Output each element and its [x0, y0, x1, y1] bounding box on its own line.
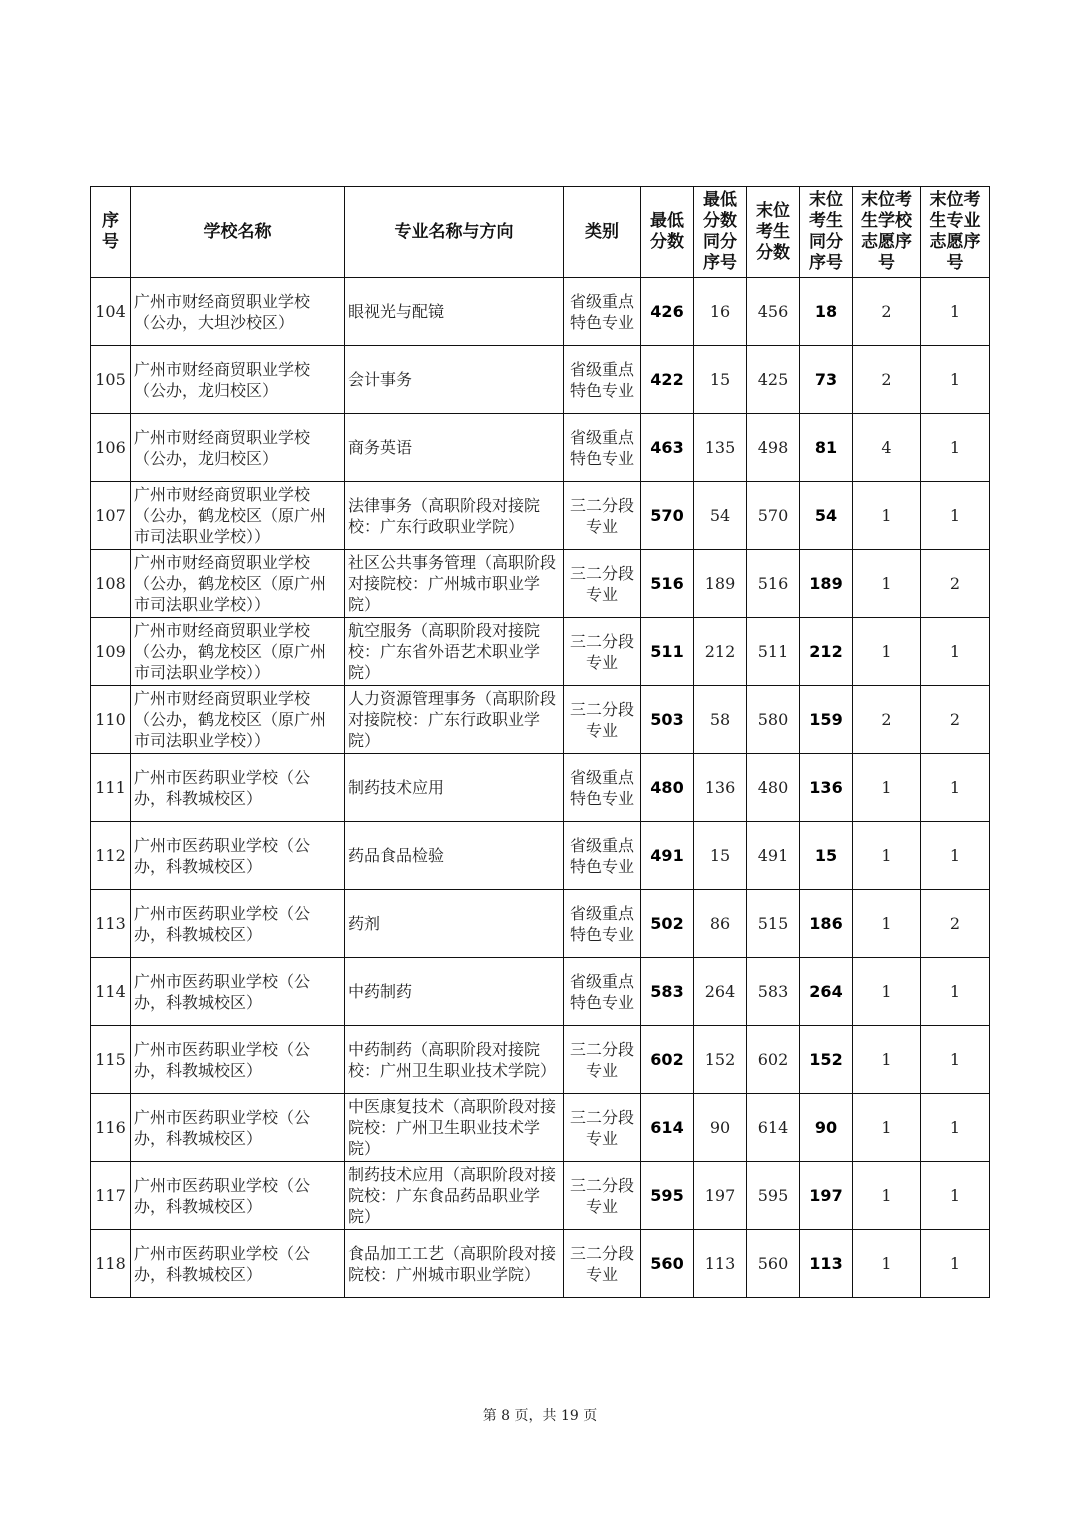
cell-seq: 111	[91, 754, 131, 822]
cell-min-rank: 15	[694, 346, 747, 414]
cell-last-rank: 197	[800, 1162, 853, 1230]
cell-min-score: 463	[641, 414, 694, 482]
cell-school: 广州市财经商贸职业学校（公办，鹤龙校区（原广州市司法职业学校））	[131, 550, 345, 618]
cell-min-score: 511	[641, 618, 694, 686]
cell-min-score: 595	[641, 1162, 694, 1230]
cell-school: 广州市医药职业学校（公办，科教城校区）	[131, 1094, 345, 1162]
table-row	[91, 278, 990, 346]
page-footer	[0, 1405, 1080, 1425]
cell-last-rank: 90	[800, 1094, 853, 1162]
cell-last-rank: 73	[800, 346, 853, 414]
cell-min-rank: 90	[694, 1094, 747, 1162]
table-row	[91, 482, 990, 550]
header-last-school-pref: 末位考生学校志愿序号	[853, 187, 921, 278]
cell-min-rank: 264	[694, 958, 747, 1026]
cell-last-score: 595	[747, 1162, 800, 1230]
cell-major: 中药制药	[345, 958, 564, 1026]
cell-min-score: 480	[641, 754, 694, 822]
cell-seq: 105	[91, 346, 131, 414]
cell-seq: 116	[91, 1094, 131, 1162]
cell-last-rank: 136	[800, 754, 853, 822]
cell-major: 药剂	[345, 890, 564, 958]
cell-major-pref: 1	[921, 822, 990, 890]
cell-major-pref: 2	[921, 686, 990, 754]
cell-seq: 115	[91, 1026, 131, 1094]
table-row	[91, 618, 990, 686]
cell-major: 法律事务（高职阶段对接院校：广东行政职业学院）	[345, 482, 564, 550]
header-school: 学校名称	[131, 187, 345, 278]
cell-min-rank: 197	[694, 1162, 747, 1230]
cell-seq: 109	[91, 618, 131, 686]
cell-min-rank: 86	[694, 890, 747, 958]
cell-min-score: 422	[641, 346, 694, 414]
cell-major: 制药技术应用	[345, 754, 564, 822]
table-row	[91, 550, 990, 618]
cell-min-rank: 189	[694, 550, 747, 618]
cell-min-rank: 212	[694, 618, 747, 686]
cell-min-score: 560	[641, 1230, 694, 1298]
cell-last-score: 480	[747, 754, 800, 822]
cell-category: 三二分段专业	[564, 482, 641, 550]
cell-last-score: 583	[747, 958, 800, 1026]
header-seq: 序号	[91, 187, 131, 278]
header-category: 类别	[564, 187, 641, 278]
cell-major-pref: 1	[921, 958, 990, 1026]
table-row	[91, 1162, 990, 1230]
cell-last-rank: 212	[800, 618, 853, 686]
cell-min-rank: 135	[694, 414, 747, 482]
cell-category: 三二分段专业	[564, 550, 641, 618]
table-row	[91, 414, 990, 482]
cell-school-pref: 2	[853, 278, 921, 346]
cell-seq: 104	[91, 278, 131, 346]
cell-last-rank: 15	[800, 822, 853, 890]
cell-major: 航空服务（高职阶段对接院校：广东省外语艺术职业学院）	[345, 618, 564, 686]
cell-last-rank: 81	[800, 414, 853, 482]
cell-category: 省级重点特色专业	[564, 958, 641, 1026]
cell-last-score: 614	[747, 1094, 800, 1162]
cell-category: 三二分段专业	[564, 1230, 641, 1298]
cell-min-rank: 15	[694, 822, 747, 890]
cell-min-rank: 152	[694, 1026, 747, 1094]
cell-category: 三二分段专业	[564, 618, 641, 686]
cell-school: 广州市财经商贸职业学校（公办，鹤龙校区（原广州市司法职业学校））	[131, 482, 345, 550]
cell-min-score: 503	[641, 686, 694, 754]
cell-category: 省级重点特色专业	[564, 822, 641, 890]
cell-school-pref: 1	[853, 1026, 921, 1094]
cell-last-rank: 189	[800, 550, 853, 618]
cell-last-rank: 18	[800, 278, 853, 346]
header-last-rank: 末位考生同分序号	[800, 187, 853, 278]
cell-school: 广州市财经商贸职业学校（公办，大坦沙校区）	[131, 278, 345, 346]
page-number-text: 第 8 页，共 19 页	[482, 1408, 598, 1424]
cell-school-pref: 1	[853, 754, 921, 822]
cell-category: 省级重点特色专业	[564, 414, 641, 482]
cell-last-score: 491	[747, 822, 800, 890]
table-body	[91, 278, 990, 1298]
cell-school-pref: 1	[853, 482, 921, 550]
cell-last-score: 570	[747, 482, 800, 550]
cell-major-pref: 2	[921, 550, 990, 618]
cell-school: 广州市医药职业学校（公办，科教城校区）	[131, 890, 345, 958]
cell-major-pref: 1	[921, 482, 990, 550]
cell-category: 省级重点特色专业	[564, 278, 641, 346]
cell-seq: 112	[91, 822, 131, 890]
cell-school-pref: 1	[853, 1094, 921, 1162]
admission-table	[90, 186, 990, 1298]
cell-category: 三二分段专业	[564, 1094, 641, 1162]
cell-min-rank: 54	[694, 482, 747, 550]
cell-school: 广州市医药职业学校（公办，科教城校区）	[131, 754, 345, 822]
cell-seq: 106	[91, 414, 131, 482]
cell-major-pref: 1	[921, 1162, 990, 1230]
cell-major: 药品食品检验	[345, 822, 564, 890]
cell-school: 广州市医药职业学校（公办，科教城校区）	[131, 1162, 345, 1230]
cell-major-pref: 1	[921, 1026, 990, 1094]
cell-min-score: 583	[641, 958, 694, 1026]
cell-school: 广州市财经商贸职业学校（公办，鹤龙校区（原广州市司法职业学校））	[131, 618, 345, 686]
header-major: 专业名称与方向	[345, 187, 564, 278]
cell-major-pref: 1	[921, 618, 990, 686]
cell-category: 三二分段专业	[564, 686, 641, 754]
cell-last-score: 580	[747, 686, 800, 754]
cell-min-score: 614	[641, 1094, 694, 1162]
cell-min-rank: 16	[694, 278, 747, 346]
cell-category: 三二分段专业	[564, 1162, 641, 1230]
cell-last-score: 456	[747, 278, 800, 346]
cell-category: 省级重点特色专业	[564, 754, 641, 822]
cell-school-pref: 2	[853, 686, 921, 754]
cell-school-pref: 1	[853, 1162, 921, 1230]
table-row	[91, 890, 990, 958]
cell-last-score: 498	[747, 414, 800, 482]
cell-school: 广州市医药职业学校（公办，科教城校区）	[131, 1026, 345, 1094]
cell-school: 广州市医药职业学校（公办，科教城校区）	[131, 1230, 345, 1298]
cell-school: 广州市财经商贸职业学校（公办，鹤龙校区（原广州市司法职业学校））	[131, 686, 345, 754]
cell-last-rank: 159	[800, 686, 853, 754]
table-row	[91, 346, 990, 414]
cell-major: 眼视光与配镜	[345, 278, 564, 346]
cell-last-score: 560	[747, 1230, 800, 1298]
cell-last-rank: 54	[800, 482, 853, 550]
table-row	[91, 1230, 990, 1298]
admission-table-container	[90, 186, 990, 1298]
cell-min-score: 502	[641, 890, 694, 958]
cell-school-pref: 1	[853, 1230, 921, 1298]
cell-seq: 110	[91, 686, 131, 754]
table-row	[91, 1026, 990, 1094]
cell-major: 食品加工工艺（高职阶段对接院校：广州城市职业学院）	[345, 1230, 564, 1298]
cell-school-pref: 1	[853, 890, 921, 958]
cell-major: 中医康复技术（高职阶段对接院校：广州卫生职业技术学院）	[345, 1094, 564, 1162]
cell-category: 三二分段专业	[564, 1026, 641, 1094]
cell-school-pref: 1	[853, 550, 921, 618]
table-row	[91, 958, 990, 1026]
cell-major: 商务英语	[345, 414, 564, 482]
cell-category: 省级重点特色专业	[564, 346, 641, 414]
cell-last-score: 425	[747, 346, 800, 414]
cell-school-pref: 2	[853, 346, 921, 414]
table-row	[91, 686, 990, 754]
cell-major-pref: 1	[921, 346, 990, 414]
cell-min-score: 570	[641, 482, 694, 550]
cell-major-pref: 1	[921, 414, 990, 482]
cell-school: 广州市医药职业学校（公办，科教城校区）	[131, 958, 345, 1026]
header-min-score-rank: 最低分数同分序号	[694, 187, 747, 278]
cell-seq: 113	[91, 890, 131, 958]
cell-major: 社区公共事务管理（高职阶段对接院校：广州城市职业学院）	[345, 550, 564, 618]
cell-last-score: 511	[747, 618, 800, 686]
table-row	[91, 1094, 990, 1162]
header-last-score: 末位考生分数	[747, 187, 800, 278]
cell-major: 制药技术应用（高职阶段对接院校：广东食品药品职业学院）	[345, 1162, 564, 1230]
cell-last-score: 515	[747, 890, 800, 958]
cell-major: 中药制药（高职阶段对接院校：广州卫生职业技术学院）	[345, 1026, 564, 1094]
header-last-major-pref: 末位考生专业志愿序号	[921, 187, 990, 278]
cell-major: 人力资源管理事务（高职阶段对接院校：广东行政职业学院）	[345, 686, 564, 754]
cell-min-rank: 113	[694, 1230, 747, 1298]
cell-min-score: 491	[641, 822, 694, 890]
cell-seq: 117	[91, 1162, 131, 1230]
cell-school-pref: 1	[853, 618, 921, 686]
cell-last-rank: 186	[800, 890, 853, 958]
header-min-score: 最低分数	[641, 187, 694, 278]
cell-last-rank: 264	[800, 958, 853, 1026]
cell-school: 广州市医药职业学校（公办，科教城校区）	[131, 822, 345, 890]
cell-major-pref: 1	[921, 278, 990, 346]
cell-last-score: 516	[747, 550, 800, 618]
cell-major-pref: 1	[921, 1094, 990, 1162]
cell-school-pref: 4	[853, 414, 921, 482]
table-row	[91, 822, 990, 890]
table-header-row	[91, 187, 990, 278]
cell-major: 会计事务	[345, 346, 564, 414]
cell-seq: 118	[91, 1230, 131, 1298]
cell-min-score: 602	[641, 1026, 694, 1094]
cell-min-score: 426	[641, 278, 694, 346]
cell-min-score: 516	[641, 550, 694, 618]
cell-category: 省级重点特色专业	[564, 890, 641, 958]
cell-major-pref: 1	[921, 754, 990, 822]
cell-major-pref: 1	[921, 1230, 990, 1298]
cell-school-pref: 1	[853, 822, 921, 890]
cell-seq: 107	[91, 482, 131, 550]
cell-min-rank: 58	[694, 686, 747, 754]
cell-school: 广州市财经商贸职业学校（公办，龙归校区）	[131, 414, 345, 482]
table-row	[91, 754, 990, 822]
cell-school: 广州市财经商贸职业学校（公办，龙归校区）	[131, 346, 345, 414]
cell-seq: 108	[91, 550, 131, 618]
cell-major-pref: 2	[921, 890, 990, 958]
cell-seq: 114	[91, 958, 131, 1026]
cell-min-rank: 136	[694, 754, 747, 822]
cell-last-rank: 113	[800, 1230, 853, 1298]
cell-last-rank: 152	[800, 1026, 853, 1094]
cell-school-pref: 1	[853, 958, 921, 1026]
cell-last-score: 602	[747, 1026, 800, 1094]
